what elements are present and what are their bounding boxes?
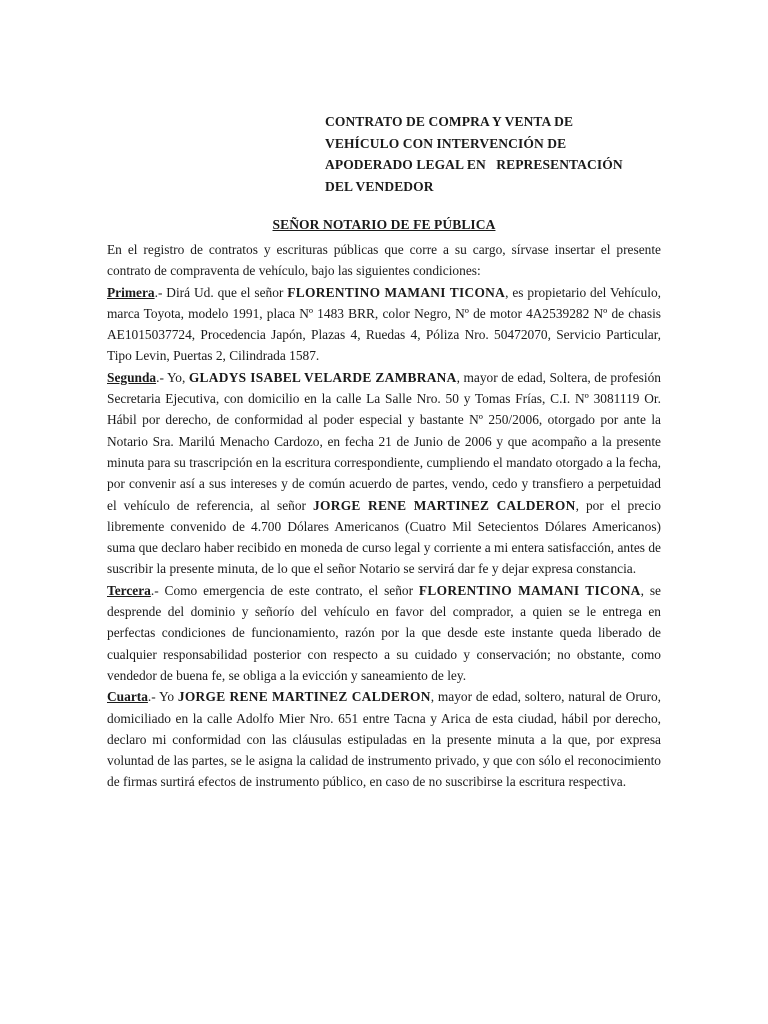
clause-text: .- Yo, <box>156 369 189 385</box>
clause-label-cuarta: Cuarta <box>107 689 148 705</box>
clause-label-tercera: Tercera <box>107 582 151 598</box>
clause-text: .- Como emergencia de este contrato, el señor <box>150 582 419 598</box>
clause-label-primera: Primera <box>107 284 155 300</box>
clause-text: , se desprende del dominio y señorío del vehículo en favor del comprador, a quien se le entrega en perfectas condiciones de funcionamiento, razón por la que desde este instante queda liberado de cualquier responsabilidad posterior con respecto a su cuidado y conservación; no obstante, como vendedor de buena fe, se obliga a la evicción y saneamiento de ley. <box>107 582 661 683</box>
contract-title <box>325 111 685 197</box>
title-line-1: CONTRATO DE COMPRA Y VENTA DE <box>325 114 574 129</box>
clause-primera <box>107 282 661 367</box>
party-name: JORGE RENE MARTINEZ CALDERON <box>177 689 431 705</box>
contract-body <box>107 239 661 793</box>
clause-label-segunda: Segunda <box>107 369 157 385</box>
clause-segunda <box>107 367 661 580</box>
party-name: JORGE RENE MARTINEZ CALDERON <box>313 497 576 513</box>
clause-text: , mayor de edad, soltero, natural de Oruro, domiciliado en la calle Adolfo Mier Nro. 651 entre Tacna y Arica de esta ciudad, hábil por derecho, declaro mi conformidad con las cláusulas estipuladas en la presente minuta a la que, por expresa voluntad de las partes, se le asigna la calidad de instrumento privado, y que con sólo el reconocimiento de firmas surtirá efectos de instrumento público, en caso de no suscribirse la escritura respectiva. <box>107 689 661 790</box>
notary-heading: SEÑOR NOTARIO DE FE PÚBLICA <box>272 217 496 232</box>
clause-tercera <box>107 580 661 686</box>
party-name: FLORENTINO MAMANI TICONA <box>418 582 641 598</box>
title-line-2: VEHÍCULO CON INTERVENCIÓN DE <box>325 135 567 151</box>
clause-text: .- Dirá Ud. que el señor <box>154 284 288 300</box>
clause-text: .- Yo <box>147 689 178 705</box>
clause-text: , por el precio libremente convenido de 4.700 Dólares Americanos (Cuatro Mil Setecientos Dólares Americanos) suma que declaro haber recibido en moneda de curso legal y corriente a mi entera satisfacción, antes de suscribir la presente minuta, de lo que el señor Notario se servirá dar fe y dejar expresa constancia. <box>107 497 661 577</box>
party-name: FLORENTINO MAMANI TICONA <box>287 284 506 300</box>
title-line-3: APODERADO LEGAL EN REPRESENTACIÓN <box>325 157 623 173</box>
title-line-4: DEL VENDEDOR <box>325 178 434 194</box>
clause-cuarta <box>107 686 661 792</box>
clause-text: , es propietario del Vehículo, marca Toyota, modelo 1991, placa Nº 1483 BRR, color Negro, Nº de motor 4A2539282 Nº de chasis AE1015037724, Procedencia Japón, Plazas 4, Ruedas 4, Póliza Nro. 50472070, Servicio Particular, Tipo Levin, Puertas 2, Cilindrada 1587. <box>107 284 661 364</box>
intro-paragraph: En el registro de contratos y escrituras públicas que corre a su cargo, sírvase insertar el presente contrato de compraventa de vehículo, bajo las siguientes condiciones: <box>107 242 661 279</box>
clause-text: , mayor de edad, Soltera, de profesión Secretaria Ejecutiva, con domicilio en la calle La Salle Nro. 50 y Tomas Frías, C.I. Nº 3081119 Or. Hábil por derecho, de conformidad al poder especial y bastante Nº 250/2006, otorgado por ante la Notario Sra. Marilú Menacho Cardozo, en fecha 21 de Junio de 2006 y que acompaño a la presente minuta para su trascripción en la escritura correspondiente, cumpliendo el mandato otorgado a la fecha, por convenir así a sus intereses y de común acuerdo de partes, vendo, cedo y transfiero a perpetuidad el vehículo de referencia, al señor <box>107 369 661 513</box>
party-name: GLADYS ISABEL VELARDE ZAMBRANA <box>188 369 457 385</box>
